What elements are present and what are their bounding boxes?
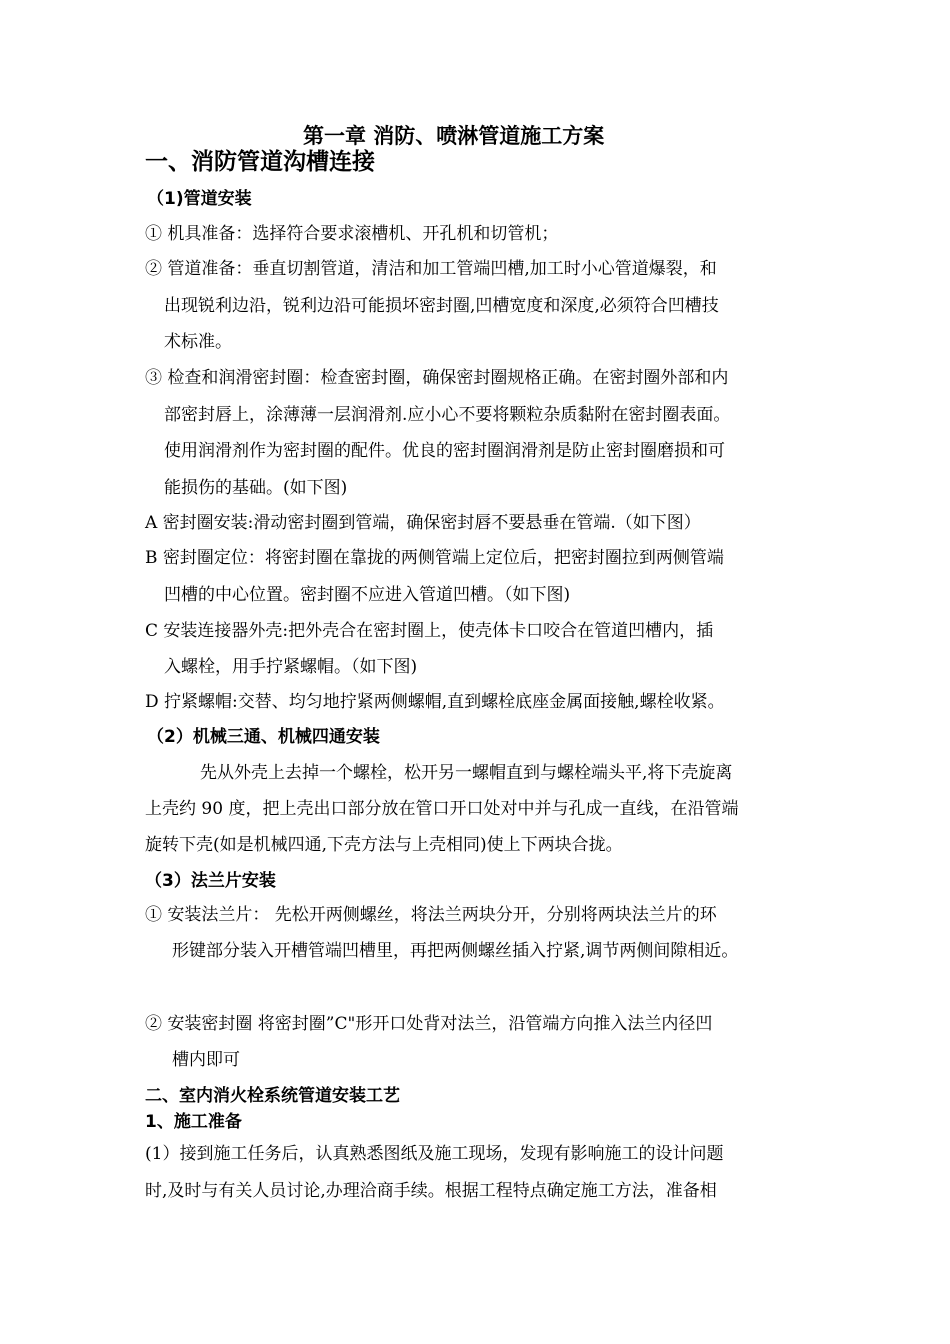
list-item-continuation: 入螺栓，用手拧紧螺帽。（如下图) — [164, 657, 418, 677]
list-item: D 拧紧螺帽:交替、均匀地拧紧两侧螺帽,直到螺栓底座金属面接触,螺栓收紧。 — [145, 692, 725, 712]
list-item-continuation: 术标准。 — [164, 332, 232, 352]
list-item: ② 管道准备：垂直切割管道，清洁和加工管端凹槽,加工时小心管道爆裂，和 — [145, 259, 717, 279]
list-item-continuation: 形键部分装入开槽管端凹槽里，再把两侧螺丝插入拧紧,调节两侧间隙相近。 — [172, 941, 739, 961]
list-item: C 安装连接器外壳:把外壳合在密封圈上，使壳体卡口咬合在管道凹槽内，插 — [145, 621, 714, 641]
list-item: A 密封圈安装:滑动密封圈到管端，确保密封唇不要悬垂在管端.（如下图） — [145, 513, 701, 533]
paragraph-line: 先从外壳上去掉一个螺栓，松开另一螺帽直到与螺栓端头平,将下壳旋离 — [200, 763, 733, 783]
section-heading: 二、室内消火栓系统管道安装工艺 — [145, 1086, 400, 1106]
subsection-heading: 1、施工准备 — [145, 1112, 242, 1132]
subsection-heading: （2）机械三通、机械四通安装 — [147, 727, 380, 747]
paragraph-line: 旋转下壳(如是机械四通,下壳方法与上壳相同)使上下两块合拢。 — [145, 835, 623, 855]
paragraph-line: 上壳约 90 度，把上壳出口部分放在管口开口处对中并与孔成一直线，在沿管端 — [145, 799, 739, 819]
section-heading: 一、消防管道沟槽连接 — [145, 149, 375, 175]
list-item: ① 安装法兰片： 先松开两侧螺丝，将法兰两块分开，分别将两块法兰片的环 — [145, 905, 717, 925]
list-item: ③ 检查和润滑密封圈：检查密封圈，确保密封圈规格正确。在密封圈外部和内 — [145, 368, 729, 388]
list-item-continuation: 凹槽的中心位置。密封圈不应进入管道凹槽。（如下图) — [164, 585, 571, 605]
list-item-continuation: 槽内即可 — [172, 1050, 240, 1070]
paragraph-line: 时,及时与有关人员讨论,办理洽商手续。根据工程特点确定施工方法，准备相 — [145, 1181, 717, 1201]
list-item-continuation: 使用润滑剂作为密封圈的配件。优良的密封圈润滑剂是防止密封圈磨损和可 — [164, 441, 725, 461]
paragraph-line: (1）接到施工任务后，认真熟悉图纸及施工现场，发现有影响施工的设计问题 — [145, 1144, 724, 1164]
list-item-continuation: 部密封唇上，涂薄薄一层润滑剂.应小心不要将颗粒杂质黏附在密封圈表面。 — [164, 405, 731, 425]
list-item: ② 安装密封圈 将密封圈”C"形开口处背对法兰，沿管端方向推入法兰内径凹 — [145, 1014, 713, 1034]
list-item-continuation: 能损伤的基础。(如下图) — [164, 478, 348, 498]
list-item-continuation: 出现锐利边沿，锐利边沿可能损坏密封圈,凹槽宽度和深度,必须符合凹槽技 — [164, 296, 719, 316]
list-item: B 密封圈定位：将密封圈在靠拢的两侧管端上定位后，把密封圈拉到两侧管端 — [145, 548, 724, 568]
subsection-heading: （3）法兰片安装 — [145, 871, 276, 891]
chapter-title: 第一章 消防、喷淋管道施工方案 — [303, 124, 605, 148]
subsection-heading: （1)管道安装 — [147, 189, 252, 209]
list-item: ① 机具准备：选择符合要求滚槽机、开孔机和切管机； — [145, 224, 559, 244]
